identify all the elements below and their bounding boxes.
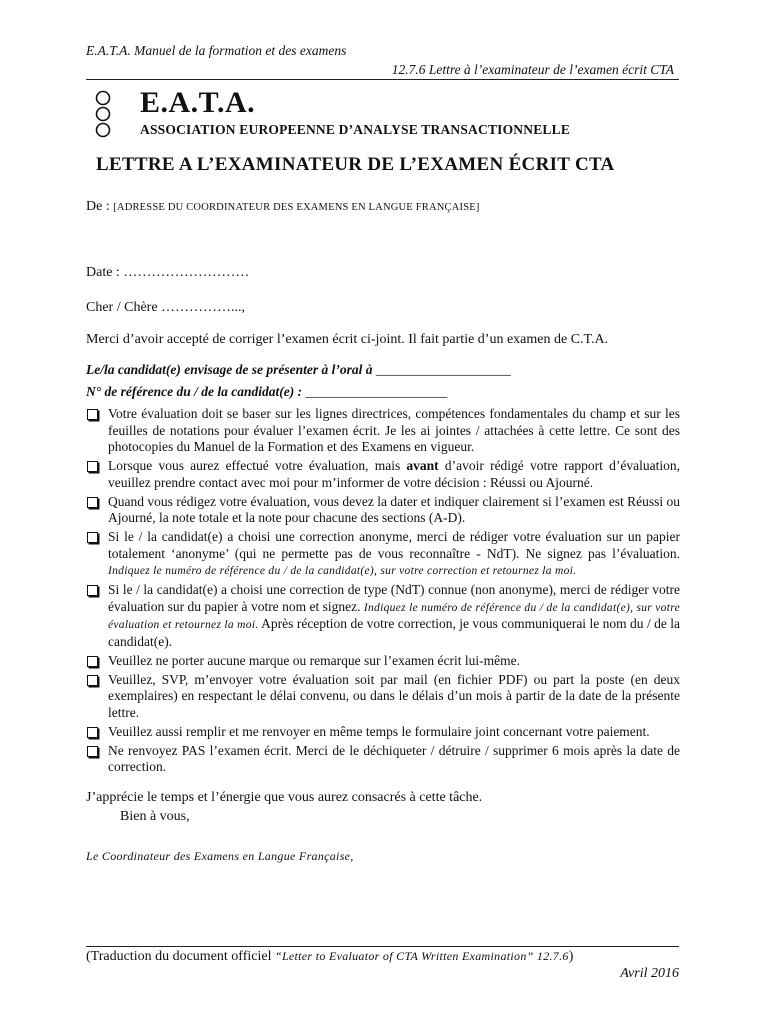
candidate-number-blank: _____________________	[305, 384, 448, 399]
running-header-section: 12.7.6 Lettre à l’examinateur de l’examen écrit CTA	[391, 62, 674, 77]
candidate-number-line	[86, 384, 447, 400]
oral-exam-line	[86, 362, 511, 378]
thanks-line: J’apprécie le temps et l’énergie que vous aurez consacrés à cette tâche.	[86, 790, 483, 805]
intro-paragraph: Merci d’avoir accepté de corriger l’examen écrit ci-joint. Il fait partie d’un examen de C.T.A.	[86, 332, 609, 347]
list-item: Si le / la candidat(e) a choisi une correction de type (NdT) connue (non anonyme), merci de rédiger votre évaluation sur du papier à votre nom et signez. Indiquez le numéro de référence du / de la candidat(e), sur votre évaluation et retournez la moi. Après réception de votre correction, je vous communiquerai le nom du / de la candidat(e).	[86, 582, 680, 650]
oral-exam-label: Le/la candidat(e) envisage de se présenter à l’oral à	[86, 362, 376, 377]
checkbox-bullet-icon	[87, 746, 98, 757]
letter-title: LETTRE A L’EXAMINATEUR DE L’EXAMEN ÉCRIT CTA	[96, 154, 615, 175]
from-line	[86, 199, 480, 215]
list-item: Lorsque vous aurez effectué votre évaluation, mais avant d’avoir rédigé votre rapport d’évaluation, veuillez prendre contact avec moi pour m’informer de votre décision : Réussi ou Ajourné.	[86, 458, 680, 491]
list-item: Votre évaluation doit se baser sur les lignes directrices, compétences fondamentales du champ et sur les feuilles de notations pour évaluer l’examen écrit. Je les ai jointes / attachées à cette lettre. Ce sont des photocopies du Manuel de la Formation et des Examens en vigueur.	[86, 406, 680, 456]
checkbox-bullet-icon	[87, 675, 98, 686]
org-subtitle: ASSOCIATION EUROPEENNE D’ANALYSE TRANSACTIONNELLE	[140, 122, 571, 137]
date-line: Date : ………………………	[86, 265, 250, 280]
checkbox-bullet-icon	[87, 585, 98, 596]
oral-exam-blank: ____________________	[375, 362, 511, 377]
footer-date: Avril 2016	[620, 966, 679, 981]
checkbox-bullet-icon	[87, 727, 98, 738]
running-header-title: E.A.T.A. Manuel de la formation et des examens	[86, 43, 347, 58]
closing-line: Bien à vous,	[120, 809, 190, 824]
signature-line: Le Coordinateur des Examens en Langue Française,	[86, 849, 354, 863]
checkbox-bullet-icon	[87, 409, 98, 420]
list-item: Quand vous rédigez votre évaluation, vous devez la dater et indiquer clairement si l’examen est Réussi ou Ajourné, la note totale et la note pour chacune des sections (A-D).	[86, 494, 680, 527]
greeting: Cher / Chère ……………...,	[86, 300, 246, 315]
list-item: Veuillez, SVP, m’envoyer votre évaluation soit par mail (en fichier PDF) ou part la poste (en deux exemplaires) en respectant le délai convenu, ou dans le délais d’un mois à partir de la date de la présente lettre.	[86, 672, 680, 722]
org-name: E.A.T.A.	[140, 86, 256, 119]
checkbox-bullet-icon	[87, 497, 98, 508]
from-label: De :	[86, 199, 114, 214]
list-item: Veuillez aussi remplir et me renvoyer en même temps le formulaire joint concernant votre paiement.	[86, 724, 680, 741]
list-item: Veuillez ne porter aucune marque ou remarque sur l’examen écrit lui-même.	[86, 653, 680, 670]
footer-divider	[86, 946, 679, 947]
checkbox-bullet-icon	[87, 532, 98, 543]
footer-translation-note: (Traduction du document officiel “Letter to Evaluator of CTA Written Examination” 12.7.6)	[86, 949, 574, 964]
candidate-number-label: N° de référence du / de la candidat(e) :	[86, 384, 306, 399]
instruction-list	[86, 406, 680, 778]
list-item: Si le / la candidat(e) a choisi une correction anonyme, merci de rédiger votre évaluation sur un papier totalement ‘anonyme’ (qui ne permette pas de vous reconnaître - NdT). Ne signez pas l’évaluation. Indiquez le numéro de référence du / de la candidat(e), sur votre correction et retournez la moi.	[86, 529, 680, 580]
checkbox-bullet-icon	[87, 461, 98, 472]
three-circles-logo-icon	[90, 90, 116, 140]
checkbox-bullet-icon	[87, 656, 98, 667]
from-address: [ADRESSE DU COORDINATEUR DES EXAMENS EN LANGUE FRANÇAISE]	[113, 202, 480, 213]
list-item: Ne renvoyez PAS l’examen écrit. Merci de le déchiqueter / détruire / supprimer 6 mois après la date de correction.	[86, 743, 680, 776]
header-divider	[86, 79, 679, 80]
